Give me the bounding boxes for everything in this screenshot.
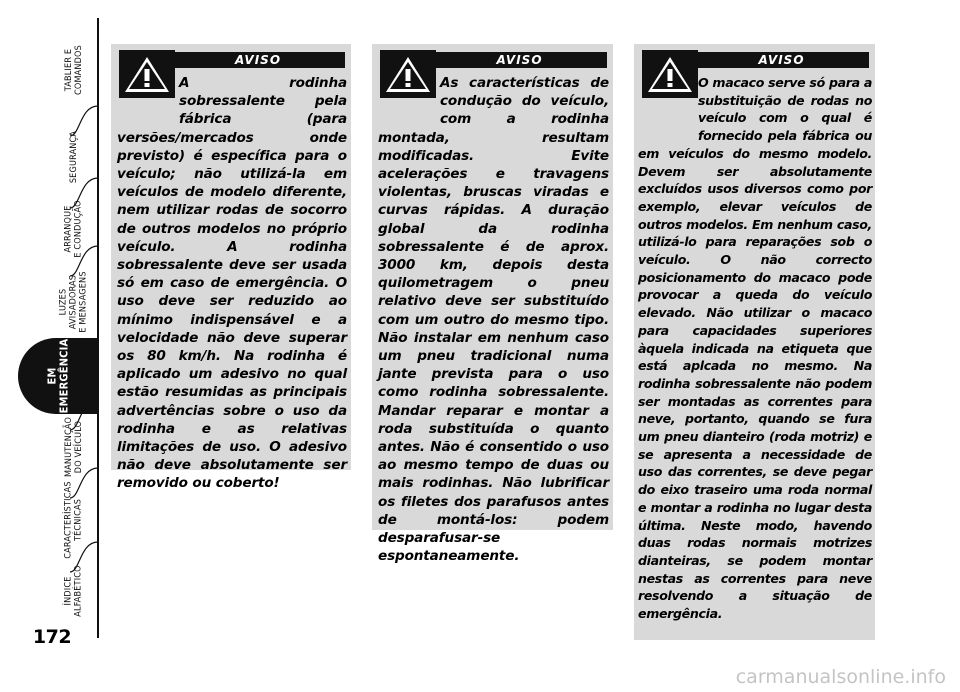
tab-separator — [70, 104, 98, 138]
watermark: carmanualsonline.info — [735, 666, 946, 688]
tab-label: LUZES AVISADORAS E MENSAGENS — [59, 271, 90, 333]
tab-separator — [70, 466, 98, 500]
page-number: 172 — [32, 626, 72, 648]
warning-body: A rodinha sobressalente pela fábrica (para versões/mercados onde previsto) é específica para o veículo; não utilizá-la em veículos de modelo diferente, nem utilizar rodas de socorro de outros modelos no próprio veículo. A rodinha sobressalente deve ser usada só em caso de emergência. O uso deve ser reduzido ao mínimo indispensável e a velocidade não deve superar os 80 km/h. Na rodinha é aplicado um adesivo no qual estão resumidas as principais advertências sobre o uso da rodinha e as relativas limitações de uso. O adesivo não deve absolutamente ser removido ou coberto! — [117, 75, 347, 492]
tab-separator — [70, 244, 98, 278]
chapter-sidebar — [0, 0, 104, 692]
tab-separator — [70, 540, 98, 574]
tab-label: CARACTERÍSTICAS TÉCNICAS — [64, 481, 84, 559]
warning-text — [378, 74, 609, 565]
warning-box-driving-characteristics — [372, 44, 613, 565]
warning-box-jack — [634, 44, 875, 640]
warning-heading: AVISO — [171, 52, 345, 68]
tab-label: ARRANQUE E CONDUÇÃO — [64, 200, 84, 258]
warning-heading: AVISO — [432, 52, 607, 68]
warning-body: As características de condução do veículo, com a rodinha montada, resultam modificadas. Evite acelerações e travagens violentas, bruscas viradas e curvas rápidas. A duração global da rodinha sobressalente é de aprox. 3000 km, depois desta quilometragem o pneu relativo deve ser substituído com um outro do mesmo tipo. Não instalar em nenhum caso um pneu tradicional numa jante prevista para o uso como rodinha sobressalente. Mandar reparar e montar a roda substituída o quanto antes. Não é consentido o uso ao mesmo tempo de duas ou mais rodinhas. Não lubrificar os filetes dos parafusos antes de montá-los: podem desparafusar-se espontaneamente. — [378, 75, 609, 565]
warning-text — [117, 74, 347, 493]
tab-separator — [70, 176, 98, 210]
warning-text — [638, 74, 872, 623]
warning-heading: AVISO — [694, 52, 869, 68]
warning-body: O macaco serve só para a substituição de rodas no veículo com o qual é fornecido pela fábrica ou em veículos do mesmo modelo. Devem ser absolutamente excluídos usos diversos como por exemplo, elevar veículos de outros modelos. Em nenhum caso, utilizá-lo para reparações sob o veículo. O não correcto posicionamento do macaco pode provocar a queda do veículo elevado. Não utilizar o macaco para capacidades superiores àquela indicada na etiqueta que está aplcada no mesmo. Na rodinha sobressalente não podem ser montadas as correntes para neve, portanto, quando se fura um pneu dianteiro (roda motriz) e se apresenta a necessidade de uso das correntes, se deve pegar do eixo traseiro uma roda normal e montar a rodinha no lugar desta última. Neste modo, havendo duas rodas normais motrizes dianteiras, se podem montar nestas as correntes para neve resolvendo a situação de emergência. — [638, 75, 872, 622]
tab-label: TABLIER E COMANDOS — [64, 45, 84, 95]
tab-label: EM EMERGÊNCIA — [44, 338, 70, 414]
tab-label: ÍNDICE ALFABÉTICO — [64, 565, 85, 617]
tab-label: MANUTENÇÃO DO VEÍCULO — [64, 416, 84, 478]
tab-label: SEGURANÇA — [69, 130, 79, 184]
warning-box-spare-wheel — [111, 44, 351, 492]
tab-separator — [70, 398, 98, 432]
